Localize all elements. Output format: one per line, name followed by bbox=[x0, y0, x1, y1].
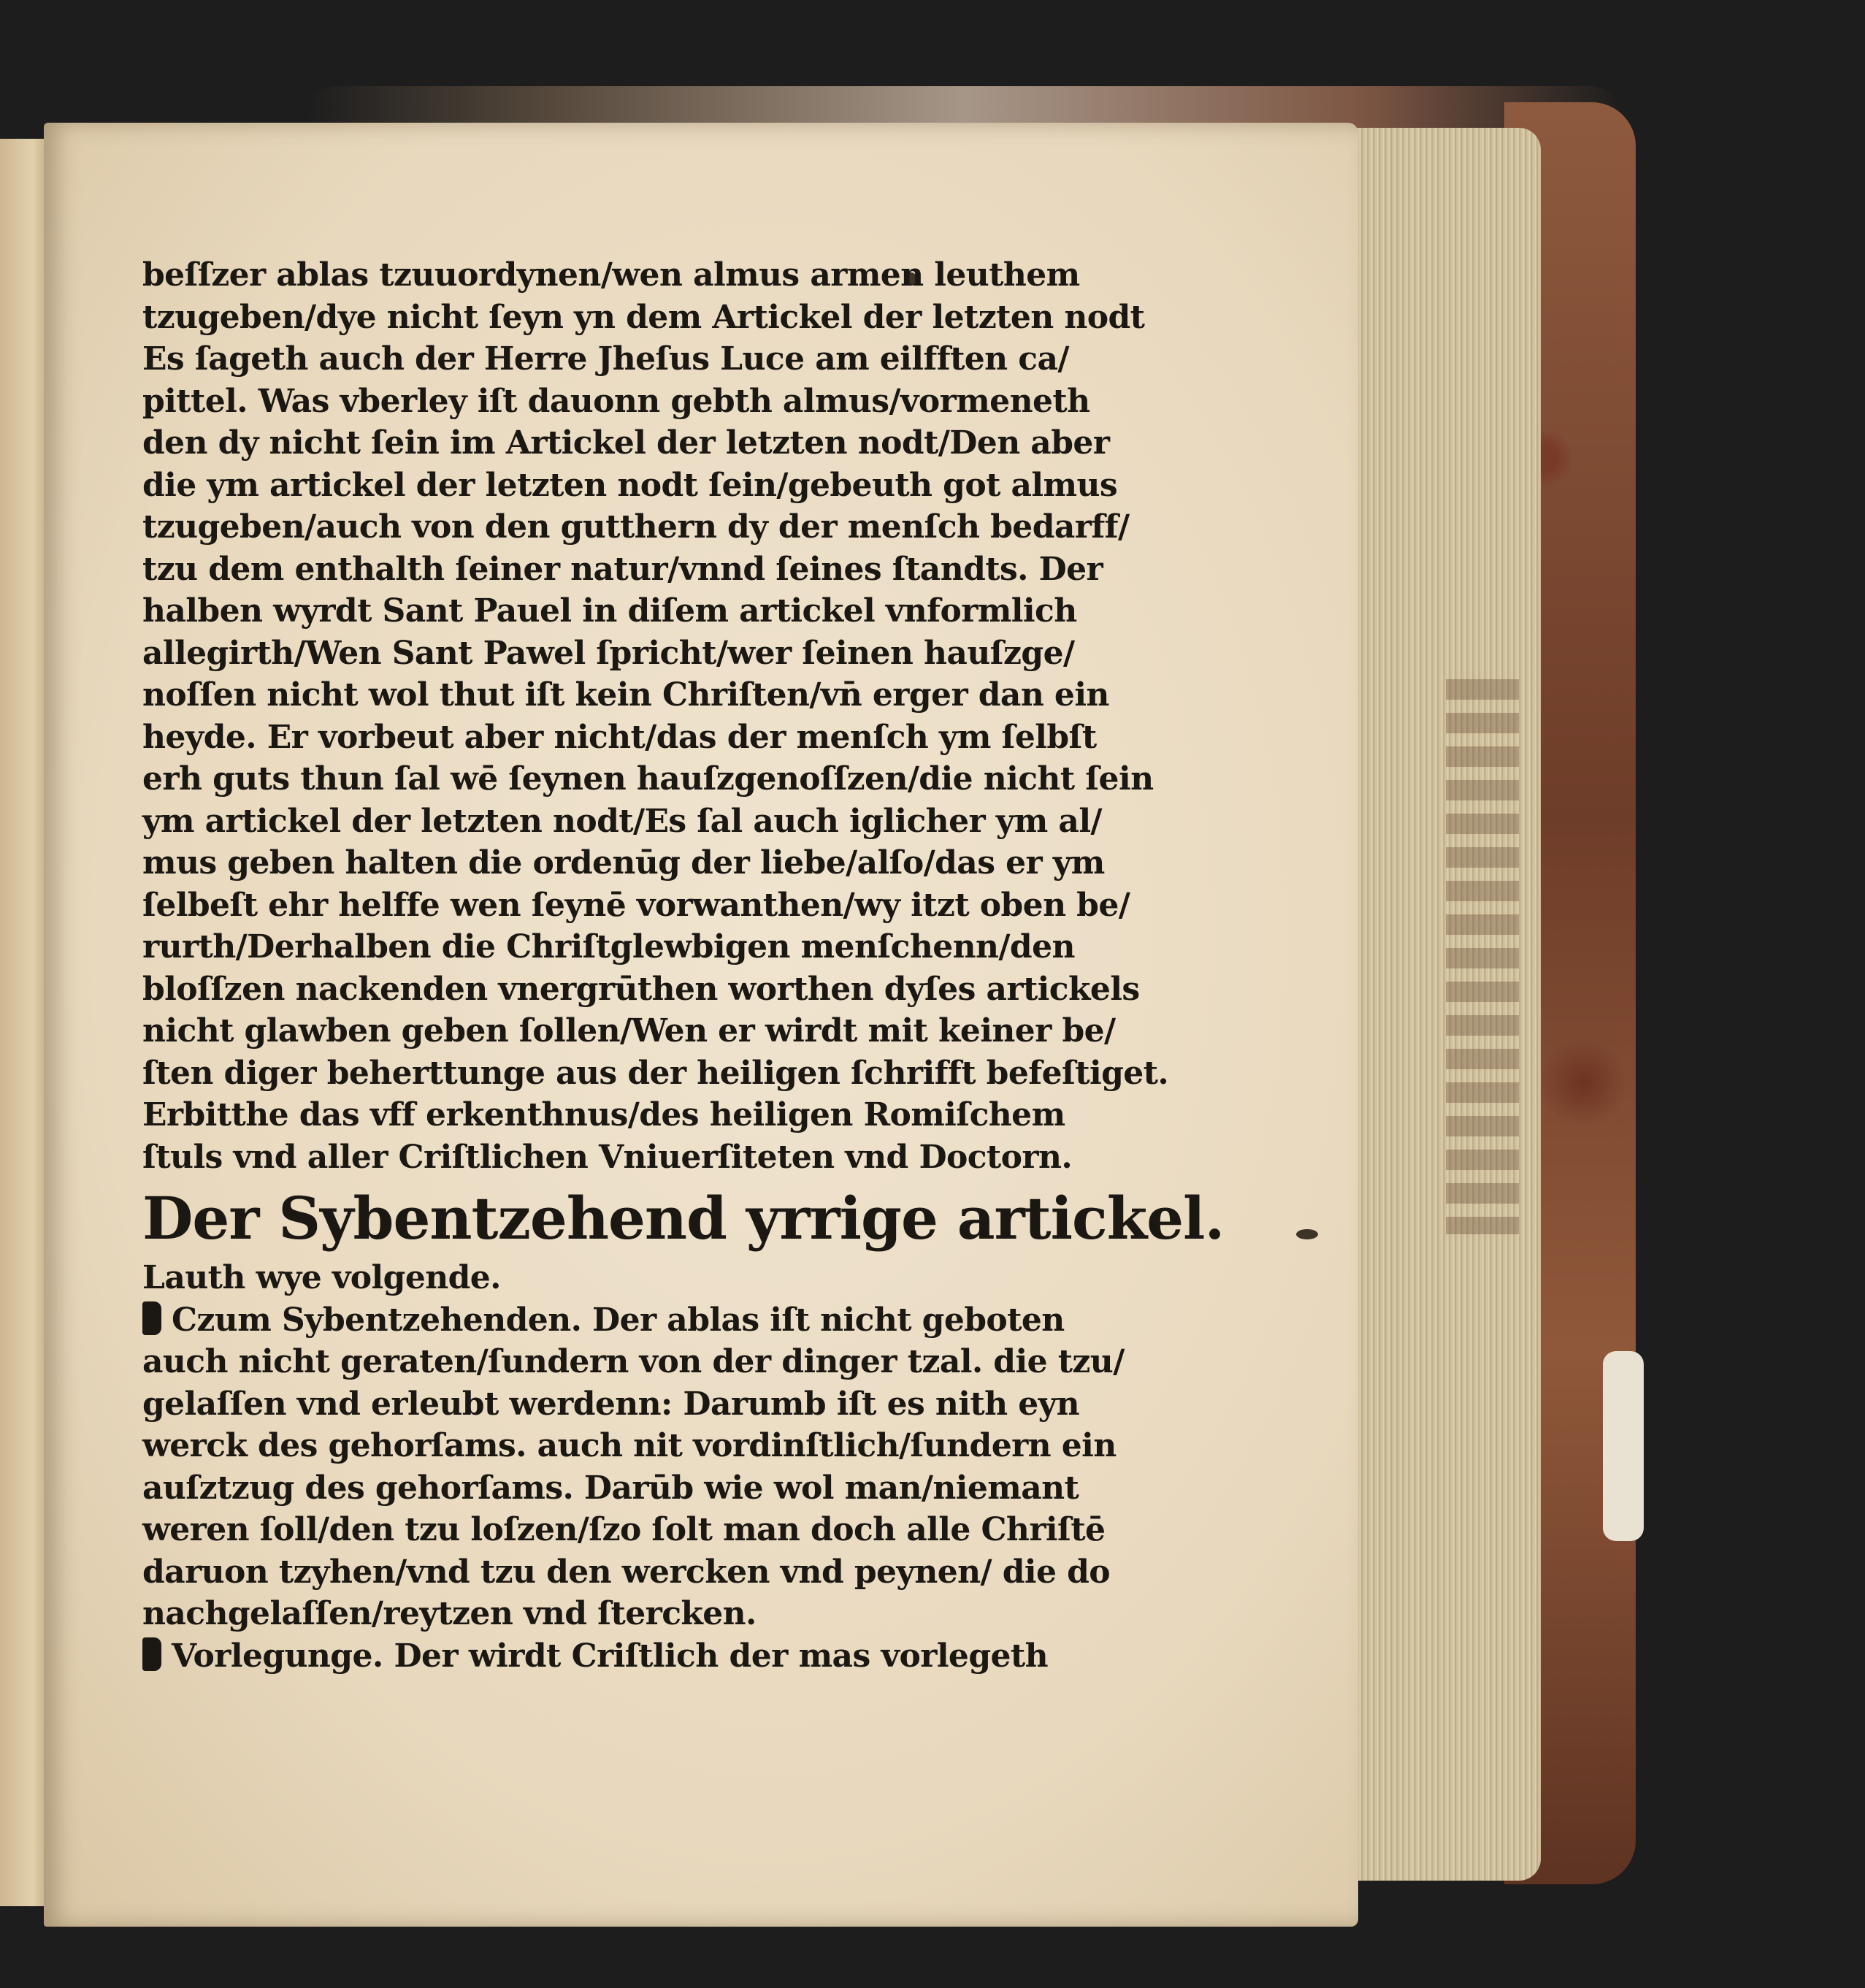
text-line: nachgelaſſen/reytzen vnd ſtercken. bbox=[142, 1595, 757, 1632]
article-heading: Der Sybentzehend yrrige artickel. bbox=[142, 1184, 1225, 1253]
text-line: Es ſageth auch der Herre Jheſus Luce am eilfften ca/ bbox=[142, 340, 1069, 378]
text-line: auſztzug des gehorſams. Darūb wie wol man/niemant bbox=[142, 1469, 1079, 1507]
text-line: ſten diger beherttunge aus der heiligen ſchrifft befeſtiget. bbox=[142, 1054, 1169, 1092]
text-line: ſtuls vnd aller Criſtlichen Vniuerſiteten vnd Doctorn. bbox=[142, 1138, 1073, 1176]
text-line: Erbitthe das vff erkenthnus/des heiligen Romiſchem bbox=[142, 1096, 1065, 1133]
text-line: tzugeben/dye nicht ſeyn yn dem Artickel der letzten nodt bbox=[142, 298, 1145, 336]
text-line: weren ſoll/den tzu loſzen/ſzo ſolt man doch alle Chriſtē bbox=[142, 1511, 1106, 1548]
text-line: beſſzer ablas tzuuordynen/wen almus armen leuthem bbox=[142, 256, 1080, 294]
text-line: den dy nicht ſein im Artickel der letzten nodt/Den aber bbox=[142, 424, 1110, 462]
text-line: daruon tzyhen/vnd tzu den wercken vnd peynen/ die do bbox=[142, 1553, 1111, 1591]
text-line: tzu dem enthalth ſeiner natur/vnnd ſeines ſtandts. Der bbox=[142, 550, 1103, 588]
text-line: nicht glawben geben ſollen/Wen er wirdt mit keiner be/ bbox=[142, 1012, 1116, 1050]
text-line-content: Vorlegunge. Der wirdt Criſtlich der mas vorlegeth bbox=[172, 1637, 1048, 1675]
blackletter-text-block bbox=[142, 254, 1225, 1677]
text-line: rurth/Derhalben die Chriſtglewbigen menſchenn/den bbox=[142, 928, 1075, 966]
text-line: gelaſſen vnd erleubt werdenn: Darumb iſt es nith eyn bbox=[142, 1385, 1079, 1423]
text-line: allegirth/Wen Sant Pawel ſpricht/wer ſeinen hauſzge/ bbox=[142, 634, 1075, 672]
text-line: ym artickel der letzten nodt/Es ſal auch iglicher ym al/ bbox=[142, 802, 1102, 840]
text-line: tzugeben/auch von den gutthern dy der menſch bedarff/ bbox=[142, 508, 1130, 546]
text-line: halben wyrdt Sant Pauel in diſem artickel vnformlich bbox=[142, 592, 1077, 630]
fore-edge-lettering bbox=[1446, 679, 1519, 1234]
text-line: mus geben halten die ordenūg der liebe/alſo/das er ym bbox=[142, 844, 1105, 882]
pilcrow-icon bbox=[142, 1637, 161, 1671]
text-line: auch nicht geraten/ſundern von der dinger tzal. die tzu/ bbox=[142, 1343, 1125, 1380]
paper-tab-marker bbox=[1603, 1351, 1644, 1541]
text-line: heyde. Er vorbeut aber nicht/das der menſch ym ſelbſt bbox=[142, 718, 1097, 756]
text-line: ſelbeſt ehr helffe wen ſeynē vorwanthen/wy itzt oben be/ bbox=[142, 886, 1130, 924]
pilcrow-icon bbox=[142, 1301, 161, 1335]
text-line: bloſſzen nackenden vnergrūthen worthen dyſes artickels bbox=[142, 970, 1140, 1008]
article-subheading: Lauth wye volgende. bbox=[142, 1259, 501, 1296]
text-line-content: Czum Sybentzehenden. Der ablas iſt nicht geboten bbox=[172, 1301, 1065, 1339]
text-line: erh guts thun ſal wē ſeynen hauſzgenoſſzen/die nicht ſein bbox=[142, 760, 1154, 798]
worm-hole-margin bbox=[1296, 1229, 1318, 1239]
text-line: werck des gehorſams. auch nit vordinſtlich/ſundern ein bbox=[142, 1427, 1117, 1464]
text-line-paragraph-start bbox=[142, 1299, 1065, 1342]
text-line: pittel. Was vberley iſt dauonn gebth almus/vormeneth bbox=[142, 382, 1090, 420]
text-line: die ym artickel der letzten nodt ſein/gebeuth got almus bbox=[142, 466, 1118, 504]
text-line-paragraph-start bbox=[142, 1635, 1048, 1678]
text-line: noſſen nicht wol thut iſt kein Chriſten/vn̄ erger dan ein bbox=[142, 676, 1109, 714]
